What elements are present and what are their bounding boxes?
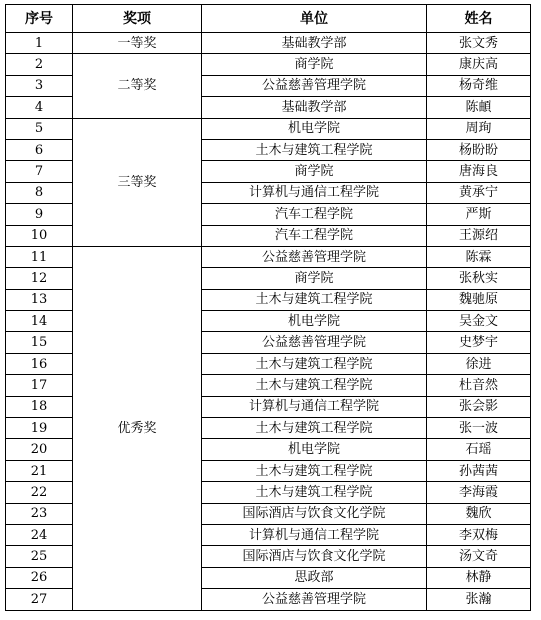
row-number: 18 bbox=[6, 396, 73, 417]
unit-cell: 计算机与通信工程学院 bbox=[202, 182, 427, 203]
row-number: 15 bbox=[6, 332, 73, 353]
header-award: 奖项 bbox=[73, 5, 202, 33]
unit-cell: 土木与建筑工程学院 bbox=[202, 418, 427, 439]
unit-cell: 机电学院 bbox=[202, 439, 427, 460]
name-cell: 林静 bbox=[427, 567, 531, 588]
unit-cell: 公益慈善管理学院 bbox=[202, 246, 427, 267]
award-cell: 优秀奖 bbox=[73, 246, 202, 610]
name-cell: 汤文奇 bbox=[427, 546, 531, 567]
unit-cell: 土木与建筑工程学院 bbox=[202, 482, 427, 503]
award-cell: 三等奖 bbox=[73, 118, 202, 246]
row-number: 26 bbox=[6, 567, 73, 588]
name-cell: 严斯 bbox=[427, 204, 531, 225]
unit-cell: 商学院 bbox=[202, 54, 427, 75]
row-number: 6 bbox=[6, 139, 73, 160]
header-row bbox=[6, 5, 531, 33]
row-number: 16 bbox=[6, 353, 73, 374]
name-cell: 杨奇维 bbox=[427, 75, 531, 96]
unit-cell: 公益慈善管理学院 bbox=[202, 332, 427, 353]
name-cell: 杜音然 bbox=[427, 375, 531, 396]
name-cell: 唐海良 bbox=[427, 161, 531, 182]
row-number: 9 bbox=[6, 204, 73, 225]
name-cell: 徐进 bbox=[427, 353, 531, 374]
row-number: 17 bbox=[6, 375, 73, 396]
row-number: 27 bbox=[6, 589, 73, 610]
award-cell: 二等奖 bbox=[73, 54, 202, 118]
unit-cell: 机电学院 bbox=[202, 118, 427, 139]
unit-cell: 机电学院 bbox=[202, 311, 427, 332]
table-row bbox=[6, 54, 531, 75]
table-row bbox=[6, 118, 531, 139]
name-cell: 张一波 bbox=[427, 418, 531, 439]
unit-cell: 基础教学部 bbox=[202, 33, 427, 54]
unit-cell: 汽车工程学院 bbox=[202, 225, 427, 246]
name-cell: 康庆高 bbox=[427, 54, 531, 75]
row-number: 22 bbox=[6, 482, 73, 503]
name-cell: 石瑶 bbox=[427, 439, 531, 460]
row-number: 23 bbox=[6, 503, 73, 524]
row-number: 5 bbox=[6, 118, 73, 139]
unit-cell: 思政部 bbox=[202, 567, 427, 588]
name-cell: 吴金文 bbox=[427, 311, 531, 332]
unit-cell: 计算机与通信工程学院 bbox=[202, 524, 427, 545]
row-number: 24 bbox=[6, 524, 73, 545]
name-cell: 孙茜茜 bbox=[427, 460, 531, 481]
unit-cell: 公益慈善管理学院 bbox=[202, 75, 427, 96]
row-number: 10 bbox=[6, 225, 73, 246]
row-number: 2 bbox=[6, 54, 73, 75]
row-number: 13 bbox=[6, 289, 73, 310]
unit-cell: 商学院 bbox=[202, 268, 427, 289]
table-row bbox=[6, 246, 531, 267]
name-cell: 魏欣 bbox=[427, 503, 531, 524]
name-cell: 张文秀 bbox=[427, 33, 531, 54]
row-number: 25 bbox=[6, 546, 73, 567]
table-row bbox=[6, 33, 531, 54]
header-no: 序号 bbox=[6, 5, 73, 33]
header-unit: 单位 bbox=[202, 5, 427, 33]
unit-cell: 公益慈善管理学院 bbox=[202, 589, 427, 610]
name-cell: 周珣 bbox=[427, 118, 531, 139]
name-cell: 魏驰原 bbox=[427, 289, 531, 310]
name-cell: 陈霖 bbox=[427, 246, 531, 267]
unit-cell: 国际酒店与饮食文化学院 bbox=[202, 503, 427, 524]
name-cell: 黄承宁 bbox=[427, 182, 531, 203]
unit-cell: 土木与建筑工程学院 bbox=[202, 460, 427, 481]
row-number: 8 bbox=[6, 182, 73, 203]
row-number: 19 bbox=[6, 418, 73, 439]
unit-cell: 基础教学部 bbox=[202, 97, 427, 118]
name-cell: 王源绍 bbox=[427, 225, 531, 246]
unit-cell: 土木与建筑工程学院 bbox=[202, 375, 427, 396]
unit-cell: 土木与建筑工程学院 bbox=[202, 353, 427, 374]
unit-cell: 汽车工程学院 bbox=[202, 204, 427, 225]
row-number: 21 bbox=[6, 460, 73, 481]
name-cell: 李海霞 bbox=[427, 482, 531, 503]
name-cell: 杨盼盼 bbox=[427, 139, 531, 160]
row-number: 12 bbox=[6, 268, 73, 289]
name-cell: 史梦宇 bbox=[427, 332, 531, 353]
row-number: 14 bbox=[6, 311, 73, 332]
name-cell: 陈頔 bbox=[427, 97, 531, 118]
row-number: 1 bbox=[6, 33, 73, 54]
row-number: 4 bbox=[6, 97, 73, 118]
unit-cell: 计算机与通信工程学院 bbox=[202, 396, 427, 417]
award-cell: 一等奖 bbox=[73, 33, 202, 54]
row-number: 11 bbox=[6, 246, 73, 267]
unit-cell: 商学院 bbox=[202, 161, 427, 182]
awards-table bbox=[5, 4, 531, 611]
name-cell: 李双梅 bbox=[427, 524, 531, 545]
row-number: 3 bbox=[6, 75, 73, 96]
unit-cell: 土木与建筑工程学院 bbox=[202, 139, 427, 160]
unit-cell: 国际酒店与饮食文化学院 bbox=[202, 546, 427, 567]
row-number: 7 bbox=[6, 161, 73, 182]
name-cell: 张瀚 bbox=[427, 589, 531, 610]
name-cell: 张秋实 bbox=[427, 268, 531, 289]
header-name: 姓名 bbox=[427, 5, 531, 33]
name-cell: 张会影 bbox=[427, 396, 531, 417]
unit-cell: 土木与建筑工程学院 bbox=[202, 289, 427, 310]
row-number: 20 bbox=[6, 439, 73, 460]
